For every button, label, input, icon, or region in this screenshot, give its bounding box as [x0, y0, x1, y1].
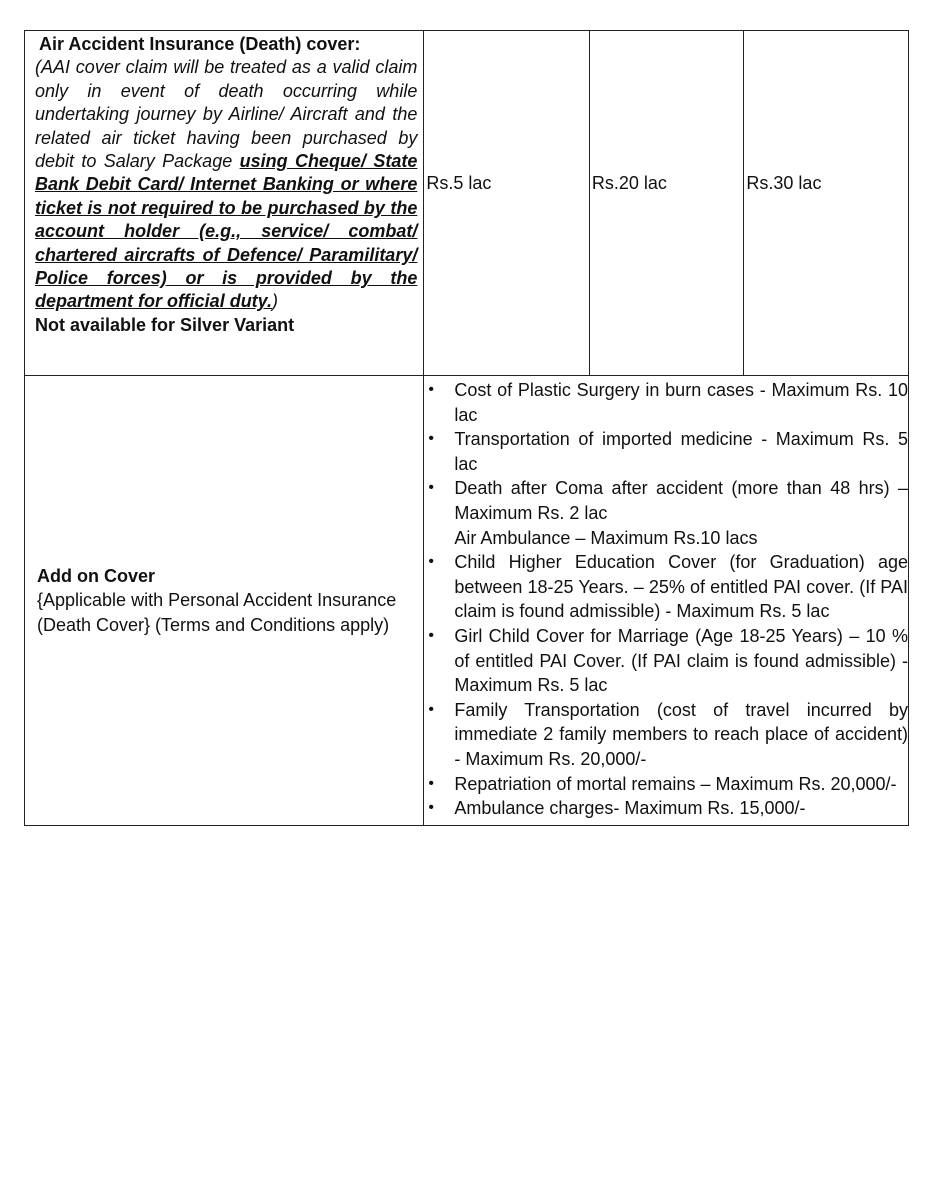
bullet-icon: •: [428, 799, 434, 817]
table-row-aai: [25, 31, 909, 376]
list-item: [426, 772, 908, 797]
table-row-addon: [25, 376, 909, 826]
bullet-icon: •: [428, 700, 434, 718]
list-item: [426, 427, 908, 476]
list-item: [426, 698, 908, 772]
addon-item-text: Family Transportation (cost of travel incurred by immediate 2 family members to reach place of accident) - Maximum Rs. 20,000/-: [454, 699, 908, 769]
bullet-icon: •: [428, 774, 434, 792]
addon-list-cell: [424, 376, 909, 826]
addon-item-text: Repatriation of mortal remains – Maximum Rs. 20,000/-: [454, 773, 897, 794]
aai-amount-cell-3: [744, 31, 909, 376]
aai-terms-underlined: using Cheque/ State Bank Debit Card/ Internet Banking or where ticket is not required to be purchased by the account holder (e.g., service/ combat/ chartered aircrafts of Defence/ Paramilitary/ Police forces) or is provided by the department for official duty.: [35, 151, 418, 312]
bullet-icon: •: [428, 430, 434, 448]
list-item: [426, 526, 908, 551]
aai-amount-2: Rs.20 lac: [591, 173, 667, 193]
aai-amount-1: Rs.5 lac: [426, 173, 492, 193]
bullet-icon: •: [428, 479, 434, 497]
addon-subtitle: {Applicable with Personal Accident Insurance (Death Cover} (Terms and Conditions apply): [37, 590, 397, 635]
list-item: [426, 624, 908, 698]
aai-terms: [35, 56, 417, 313]
addon-item-text: Air Ambulance – Maximum Rs.10 lacs: [454, 527, 758, 548]
aai-amount-3: Rs.30 lac: [746, 173, 822, 193]
addon-title: Add on Cover: [37, 565, 156, 586]
addon-item-text: Cost of Plastic Surgery in burn cases - Maximum Rs. 10 lac: [454, 380, 908, 425]
addon-item-text: Ambulance charges- Maximum Rs. 15,000/-: [454, 798, 806, 819]
aai-amount-cell-1: [424, 31, 590, 376]
addon-item-text: Girl Child Cover for Marriage (Age 18-25 Years) – 10 % of entitled PAI Cover. (If PAI claim is found admissible) - Maximum Rs. 5 lac: [454, 625, 908, 696]
bullet-icon: •: [428, 553, 434, 571]
insurance-cover-table: [24, 30, 909, 826]
aai-terms-open: (AAI cover claim will be treated as a valid claim only in event of death occurring while undertaking journey by Airline/ Aircraft and the related air ticket having been purchased by debit to Salary Package: [35, 57, 418, 172]
bullet-icon: •: [428, 626, 434, 644]
aai-terms-close: ): [272, 291, 279, 312]
addon-list: [426, 378, 908, 821]
list-item: [426, 378, 908, 427]
list-item: [426, 796, 908, 821]
list-item: [426, 476, 908, 525]
addon-item-text: Transportation of imported medicine - Maximum Rs. 5 lac: [454, 429, 908, 474]
aai-silver-note: Not available for Silver Variant: [35, 314, 295, 335]
addon-item-text: Child Higher Education Cover (for Graduation) age between 18-25 Years. – 25% of entitled PAI cover. (If PAI claim is found admissible) - Maximum Rs. 5 lac: [454, 552, 908, 622]
aai-amount-cell-2: [589, 31, 744, 376]
addon-item-text: Death after Coma after accident (more than 48 hrs) – Maximum Rs. 2 lac: [454, 478, 908, 523]
list-item: [426, 550, 908, 624]
bullet-icon: •: [428, 381, 434, 398]
aai-title: Air Accident Insurance (Death) cover:: [39, 34, 361, 54]
addon-label-cell: [25, 376, 424, 826]
aai-description-cell: [25, 31, 424, 376]
